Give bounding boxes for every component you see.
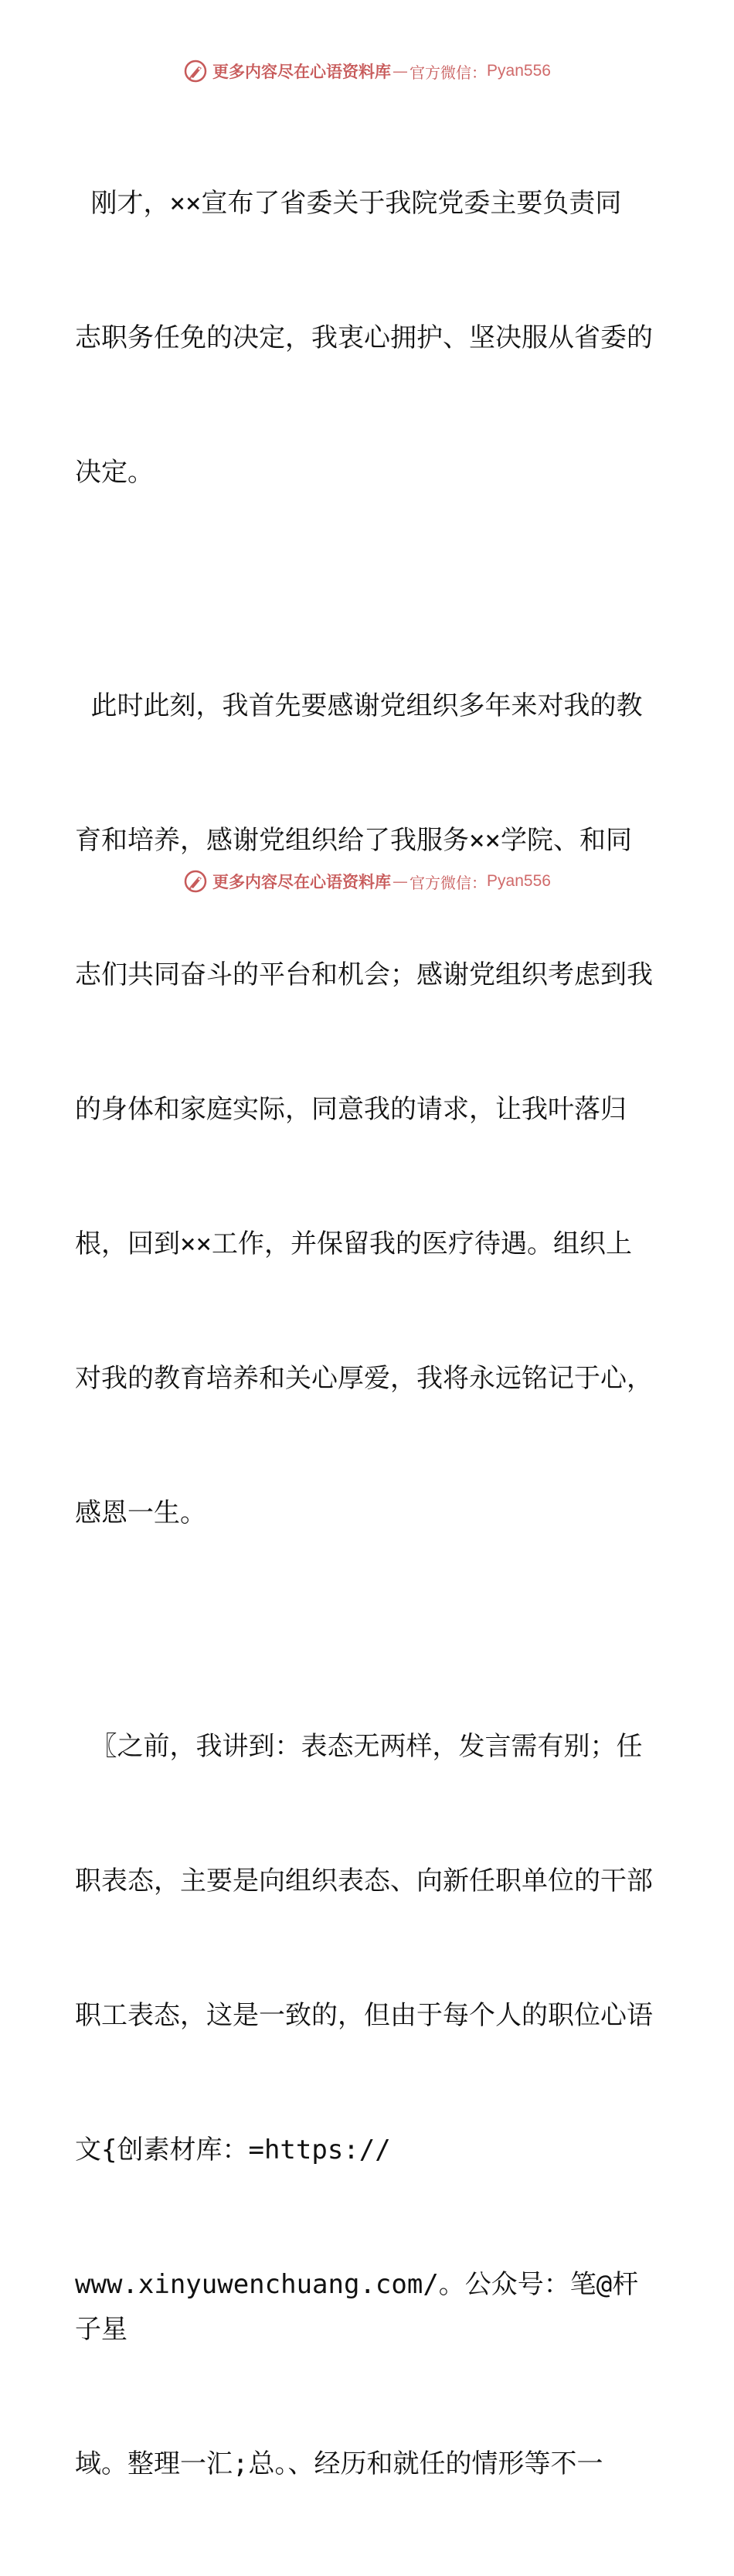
text-line: 育和培养，感谢党组织给了我服务××学院、和同 xyxy=(75,825,632,856)
text-line: 志职务任免的决定，我衷心拥护、坚决服从省委的 xyxy=(75,322,653,353)
text-line: 刚才，××宣布了省委关于我院党委主要负责同 xyxy=(75,188,622,219)
banner-wechat-label: 官方微信： xyxy=(409,873,488,892)
text-line: 〖之前，我讲到：表态无两样，发言需有别；任 xyxy=(75,1731,643,1762)
pen-nib-logo-icon xyxy=(183,59,208,83)
banner-brand-text: 更多内容尽在心语资料库 xyxy=(212,62,392,81)
text-line: 的身体和家庭实际，同意我的请求，让我叶落归 xyxy=(75,1094,627,1125)
header-banner xyxy=(0,56,734,87)
banner-separator: — xyxy=(392,872,409,891)
text-line: 根，回到××工作，并保留我的医疗待遇。组织上 xyxy=(75,1228,632,1259)
paragraph-3 xyxy=(75,1634,662,2576)
footer-banner xyxy=(0,866,734,897)
document-body xyxy=(75,91,662,2576)
banner-wechat-label: 官方微信： xyxy=(409,63,488,82)
text-line: 职表态，主要是向组织表态、向新任职单位的干部 xyxy=(75,1866,653,1896)
text-line: 域。整理一汇;总。、经历和就任的情形等不一 xyxy=(75,2448,603,2479)
text-line: 文{创素材库：=https:// xyxy=(75,2135,391,2165)
text-line: 职工表态，这是一致的，但由于每个人的职位心语 xyxy=(75,2000,653,2031)
pen-nib-logo-icon xyxy=(183,869,208,894)
text-line: 志们共同奋斗的平台和机会；感谢党组织考虑到我 xyxy=(75,959,653,990)
banner-brand-text: 更多内容尽在心语资料库 xyxy=(212,872,392,891)
text-line: 此时此刻，我首先要感谢党组织多年来对我的教 xyxy=(75,690,643,721)
paragraph-1 xyxy=(75,91,662,584)
banner-separator: — xyxy=(392,62,409,80)
paragraph-2 xyxy=(75,594,662,1625)
banner-wechat-id: Pyan556 xyxy=(487,62,551,80)
banner-wechat-id: Pyan556 xyxy=(487,872,551,890)
text-line: 感恩一生。 xyxy=(75,1498,206,1528)
text-line: 决定。 xyxy=(75,457,154,488)
url-line: www.xinyuwenchuang.com/。公众号：笔@杆子星 xyxy=(75,2269,639,2345)
text-line: 对我的教育培养和关心厚爱，我将永远铭记于心， xyxy=(75,1363,653,1394)
